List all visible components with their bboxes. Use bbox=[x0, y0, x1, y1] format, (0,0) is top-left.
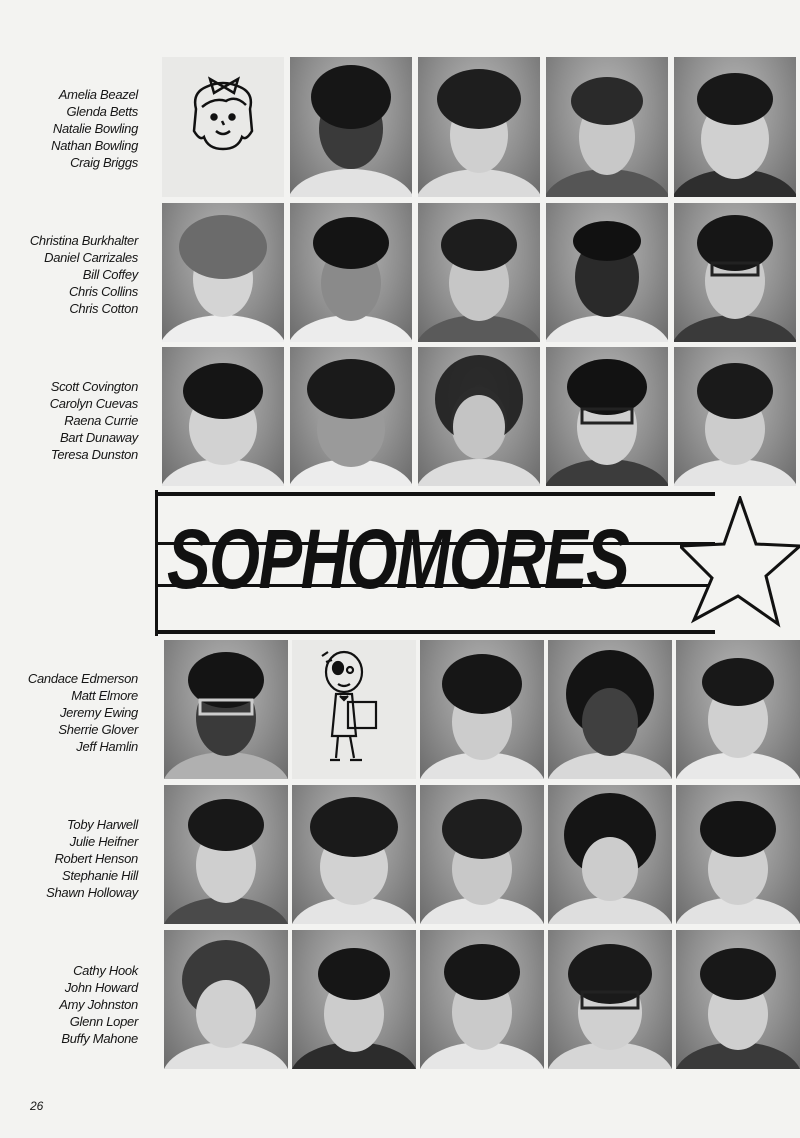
name-list bbox=[0, 378, 138, 463]
student-photo bbox=[290, 203, 412, 342]
student-photo bbox=[546, 347, 668, 486]
student-photo bbox=[418, 203, 540, 342]
student-photo bbox=[420, 785, 544, 924]
student-name: Shawn Holloway bbox=[46, 885, 138, 900]
student-name: Stephanie Hill bbox=[61, 868, 138, 883]
student-name: Jeff Hamlin bbox=[76, 739, 138, 754]
student-name: Chris Cotton bbox=[69, 301, 138, 316]
student-name: Julie Heifner bbox=[69, 834, 138, 849]
student-photo bbox=[546, 203, 668, 342]
student-name: Bill Coffey bbox=[82, 267, 138, 282]
student-photo bbox=[292, 785, 416, 924]
student-photo bbox=[290, 57, 412, 197]
student-name: Craig Briggs bbox=[70, 155, 138, 170]
name-list bbox=[0, 962, 138, 1047]
student-name: Daniel Carrizales bbox=[44, 250, 138, 265]
student-name: Amelia Beazel bbox=[58, 87, 138, 102]
student-photo bbox=[164, 785, 288, 924]
name-list bbox=[0, 816, 138, 901]
page-number: 26 bbox=[30, 1099, 44, 1113]
student-name: Scott Covington bbox=[50, 379, 138, 394]
student-name: Bart Dunaway bbox=[59, 430, 138, 445]
student-photo bbox=[162, 347, 284, 486]
star-icon bbox=[680, 496, 800, 630]
student-photo bbox=[420, 930, 544, 1069]
student-name: Glenda Betts bbox=[66, 104, 138, 119]
student-name: Christina Burkhalter bbox=[29, 233, 138, 248]
student-photo bbox=[676, 785, 800, 924]
student-name: Nathan Bowling bbox=[51, 138, 138, 153]
student-name: Robert Henson bbox=[54, 851, 138, 866]
student-name: Teresa Dunston bbox=[50, 447, 138, 462]
student-photo bbox=[164, 930, 288, 1069]
student-photo bbox=[676, 930, 800, 1069]
student-name: Raena Currie bbox=[64, 413, 138, 428]
student-photo bbox=[676, 640, 800, 779]
student-photo bbox=[548, 640, 672, 779]
student-photo bbox=[292, 930, 416, 1069]
student-photo bbox=[548, 785, 672, 924]
student-name: Natalie Bowling bbox=[52, 121, 138, 136]
section-banner bbox=[155, 490, 800, 636]
student-photo bbox=[674, 347, 796, 486]
student-name: Sherrie Glover bbox=[58, 722, 138, 737]
page-title: SOPHOMORES bbox=[167, 512, 629, 606]
student-photo bbox=[420, 640, 544, 779]
student-name: John Howard bbox=[64, 980, 138, 995]
student-photo bbox=[418, 347, 540, 486]
student-photo bbox=[162, 203, 284, 342]
student-name: Jeremy Ewing bbox=[59, 705, 138, 720]
student-name: Carolyn Cuevas bbox=[49, 396, 138, 411]
student-name: Glenn Loper bbox=[69, 1014, 138, 1029]
student-photo bbox=[674, 203, 796, 342]
student-name: Buffy Mahone bbox=[61, 1031, 138, 1046]
name-list bbox=[0, 86, 138, 171]
student-name: Chris Collins bbox=[68, 284, 138, 299]
student-name: Toby Harwell bbox=[66, 817, 138, 832]
boy-cartoon-reading-icon bbox=[292, 640, 416, 779]
name-list bbox=[0, 232, 138, 317]
student-photo bbox=[546, 57, 668, 197]
student-name: Cathy Hook bbox=[73, 963, 138, 978]
student-photo bbox=[548, 930, 672, 1069]
name-list bbox=[0, 670, 138, 755]
student-name: Matt Elmore bbox=[71, 688, 138, 703]
student-photo bbox=[418, 57, 540, 197]
student-name: Amy Johnston bbox=[59, 997, 138, 1012]
girl-cartoon-icon bbox=[162, 57, 284, 197]
student-photo bbox=[674, 57, 796, 197]
student-photo bbox=[290, 347, 412, 486]
student-photo bbox=[164, 640, 288, 779]
student-name: Candace Edmerson bbox=[27, 671, 138, 686]
